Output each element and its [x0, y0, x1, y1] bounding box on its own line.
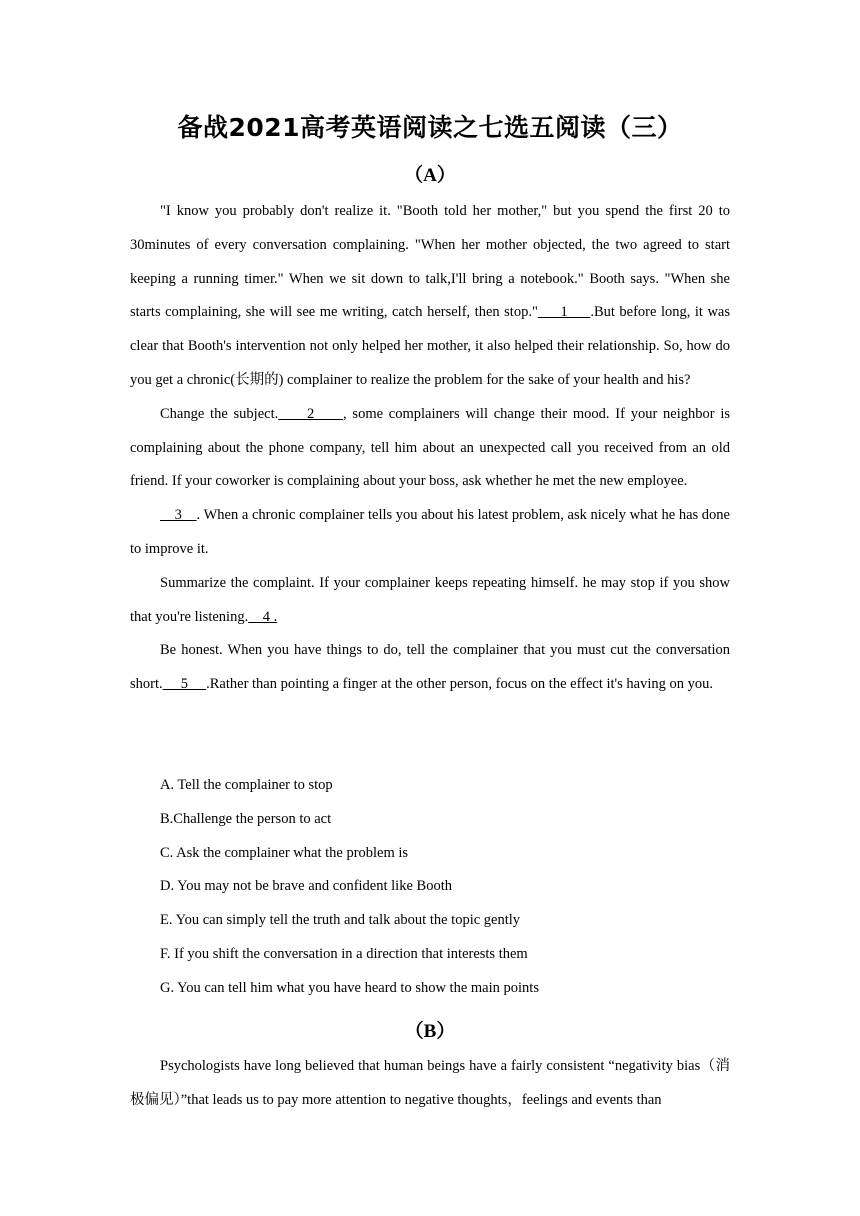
- paragraph-1-text-after: .But before long, it was clear that Booth's intervention not only helped her mother, it also helped their relationship. So, how do you get a chronic(长期的) complainer to realize the problem for the sake of your health and his?: [130, 304, 731, 388]
- paragraph-2-text-after: , some complainers will change their mood. If your neighbor is complaining about the phone company, tell him about an unexpected call you received from an old friend. If your coworker is complaining about your boss, ask whether he met the new employee.: [130, 405, 730, 490]
- section-b-passage: [130, 1050, 730, 1118]
- option-a: A. Tell the complainer to stop: [160, 777, 333, 793]
- paragraph-5: [130, 634, 730, 702]
- section-b-paragraph-1: Psychologists have long believed that human beings have a fairly consistent “negativity bias（消极偏见）”that leads us to pay more attention to negative thoughts，feelings and events than: [130, 1058, 730, 1108]
- option-d: D. You may not be brave and confident like Booth: [160, 878, 452, 895]
- answer-options: [160, 769, 539, 1006]
- page-title: 备战2021高考英语阅读之七选五阅读（三）: [177, 113, 683, 142]
- blank-4: 4 .: [248, 608, 278, 625]
- option-g: G. You can tell him what you have heard to show the main points: [160, 979, 539, 996]
- option-e: E. You can simply tell the truth and talk about the topic gently: [160, 912, 521, 929]
- paragraph-2-text-before: Change the subject.: [160, 405, 279, 422]
- option-b: B.Challenge the person to act: [160, 810, 332, 827]
- paragraph-4-text-before: Summarize the complaint. If your complainer keeps repeating himself. he may stop if you show that you're listening.: [130, 574, 730, 625]
- paragraph-2: [130, 398, 730, 499]
- paragraph-3: [130, 499, 730, 567]
- paragraph-1-text-before: "I know you probably don't realize it. "Booth told her mother," but you spend the first 20 to 30minutes of every conversation complaining. "When her mother objected, the two agreed to start keeping a running timer." When we sit down to talk,I'll bring a notebook." Booth says. "When she starts complaining, she will see me writing, catch herself, then stop.": [130, 203, 730, 321]
- blank-1: 1: [537, 304, 591, 321]
- section-a-passage: [130, 195, 730, 702]
- paragraph-3-text-after: . When a chronic complainer tells you about his latest problem, ask nicely what he has done to improve it.: [130, 507, 730, 557]
- paragraph-4: [130, 567, 730, 635]
- section-b-heading: （B）: [404, 1021, 456, 1042]
- option-c: C. Ask the complainer what the problem is: [160, 844, 409, 861]
- blank-2: 2: [278, 405, 344, 422]
- paragraph-5-text-before: Be honest. When you have things to do, tell the complainer that you must cut the conversation short.: [130, 642, 730, 693]
- paragraph-5-text-after: .Rather than pointing a finger at the other person, focus on the effect it's having on you.: [206, 676, 714, 693]
- option-f: F. If you shift the conversation in a direction that interests them: [160, 945, 528, 962]
- blank-5: 5: [162, 676, 207, 693]
- paragraph-1: [130, 195, 730, 398]
- section-a-heading: （A）: [404, 165, 456, 186]
- blank-3: 3: [160, 507, 197, 524]
